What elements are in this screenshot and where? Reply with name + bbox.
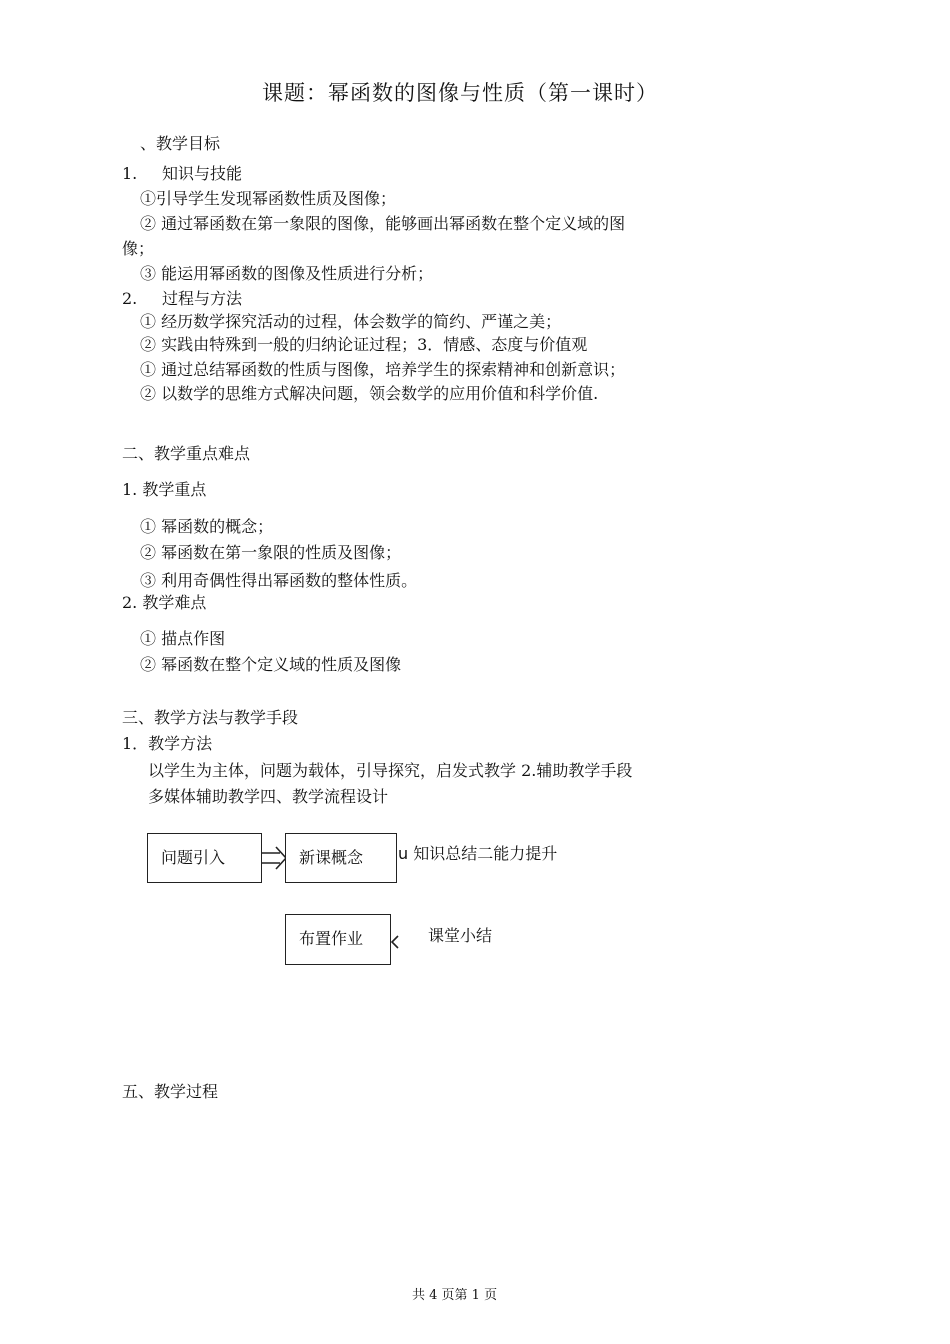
page-title: 课题：幂函数的图像与性质（第一课时） xyxy=(262,81,658,105)
flow-box-intro-label: 问题引入 xyxy=(161,848,226,867)
method-line: 多媒体辅助教学四、教学流程设计 xyxy=(148,787,389,806)
method-line: 以学生为主体，问题为载体，引导探究，启发式教学 2.辅助教学手段 xyxy=(148,761,633,780)
arrow-left-icon xyxy=(389,934,401,950)
flow-box-homework-label: 布置作业 xyxy=(299,929,364,948)
objective-line: 像； xyxy=(122,239,155,258)
item-number-2: 2. xyxy=(122,289,138,308)
item-label-knowledge: 知识与技能 xyxy=(162,164,243,183)
objective-line: ② 以数学的思维方式解决问题，领会数学的应用价值和科学价值. xyxy=(140,384,599,403)
flow-box-intro xyxy=(147,833,262,883)
focus-line: ② 幂函数在第一象限的性质及图像； xyxy=(140,543,402,562)
double-arrow-icon xyxy=(260,843,288,873)
objective-line: ① 通过总结幂函数的性质与图像，培养学生的探索精神和创新意识； xyxy=(140,360,626,379)
flow-box-new-concept-label: 新课概念 xyxy=(299,848,364,867)
subheading-teaching-method: 1．教学方法 xyxy=(122,734,213,753)
difficulty-line: ① 描点作图 xyxy=(140,629,226,648)
subheading-difficulty: 2. 教学难点 xyxy=(122,593,207,612)
flow-text-summary-ability: u 知识总结二能力提升 xyxy=(398,844,558,863)
flow-text-class-summary: 课堂小结 xyxy=(428,926,493,945)
objective-line: ①引导学生发现幂函数性质及图像； xyxy=(140,189,397,208)
section-heading-key-points: 二、教学重点难点 xyxy=(122,444,251,463)
flow-box-new-concept xyxy=(285,833,397,883)
objective-line: ① 经历数学探究活动的过程，体会数学的简约、严谨之美； xyxy=(140,312,562,331)
objective-line: ② 实践由特殊到一般的归纳论证过程；3．情感、态度与价值观 xyxy=(140,335,588,354)
subheading-focus: 1. 教学重点 xyxy=(122,480,207,499)
section-heading-process: 五、教学过程 xyxy=(122,1082,219,1101)
item-label-process: 过程与方法 xyxy=(162,289,243,308)
difficulty-line: ② 幂函数在整个定义域的性质及图像 xyxy=(140,655,402,674)
focus-line: ① 幂函数的概念； xyxy=(140,517,274,536)
flow-box-homework xyxy=(285,914,391,965)
section-heading-objectives: 、教学目标 xyxy=(140,134,221,153)
objective-line: ③ 能运用幂函数的图像及性质进行分析； xyxy=(140,264,434,283)
item-number-1: 1. xyxy=(122,164,138,183)
focus-line: ③ 利用奇偶性得出幂函数的整体性质。 xyxy=(140,571,418,590)
objective-line: ② 通过幂函数在第一象限的图像，能够画出幂函数在整个定义域的图 xyxy=(140,214,626,233)
page-footer: 共 4 页第 1 页 xyxy=(412,1288,498,1303)
section-heading-methods: 三、教学方法与教学手段 xyxy=(122,708,299,727)
